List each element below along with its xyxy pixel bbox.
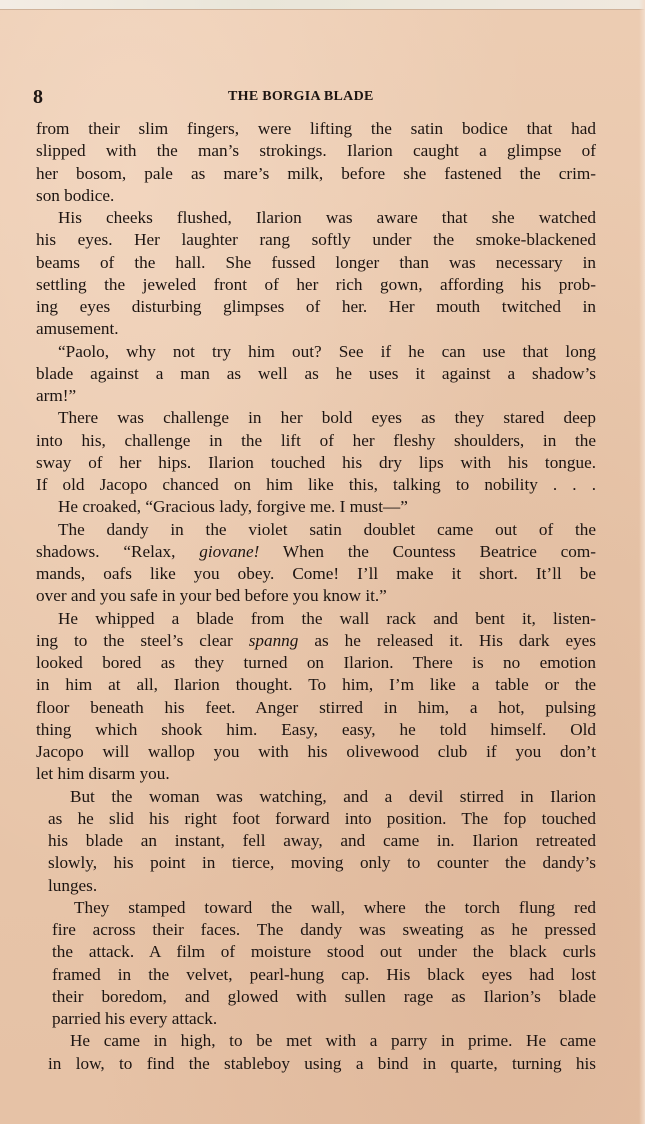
paragraph-first-line: He croaked, “Gracious lady, forgive me. I must—”: [58, 497, 408, 517]
paragraph-first-line: “Paolo, why not try him out? See if he can use that long: [58, 341, 596, 361]
text-line: blade against a man as well as he uses it against a shadow’s: [36, 363, 596, 383]
running-title: THE BORGIA BLADE: [228, 89, 374, 104]
text-line: into his, challenge in the lift of her fleshy shoulders, in the: [36, 430, 596, 450]
text-line: slowly, his point in tierce, moving only to counter the dandy’s: [48, 853, 596, 873]
text-line: floor beneath his feet. Anger stirred in him, a hot, pulsing: [36, 697, 596, 717]
paragraph-first-line: His cheeks flushed, Ilarion was aware that she watched: [58, 208, 596, 227]
paragraph-first-line: He came in high, to be met with a parry in prime. He came: [70, 1031, 596, 1051]
text-line: in low, to find the stableboy using a bind in quarte, turning his: [48, 1053, 596, 1073]
text-line: their boredom, and glowed with sullen rage as Ilarion’s blade: [52, 986, 596, 1006]
page-header: [33, 86, 593, 112]
text-line: the attack. A film of moisture stood out under the black curls: [52, 942, 596, 962]
text-line: his eyes. Her laughter rang softly under the smoke-blackened: [36, 230, 596, 250]
text-line: settling the jeweled front of her rich gown, affording his prob-: [36, 274, 596, 294]
text-line: let him disarm you.: [36, 764, 170, 784]
text-line: thing which shook him. Easy, easy, he told himself. Old: [36, 719, 596, 739]
paragraph-first-line: He whipped a blade from the wall rack and bent it, listen-: [58, 608, 596, 628]
paragraph-first-line: They stamped toward the wall, where the torch flung red: [74, 897, 596, 917]
text-line: his blade an instant, fell away, and came in. Ilarion retreated: [48, 831, 596, 850]
text-line: over and you safe in your bed before you know it.”: [36, 586, 387, 606]
italic-word: spanng: [248, 630, 299, 650]
scan-top-edge: [0, 0, 645, 10]
text-line: mands, oafs like you obey. Come! I’ll make it short. It’ll be: [36, 564, 596, 583]
text-line: beams of the hall. She fussed longer than was necessary in: [36, 252, 596, 272]
text-segment: shadows. “Relax,: [36, 541, 176, 561]
text-line: sway of her hips. Ilarion touched his dry lips with his tongue.: [36, 452, 596, 472]
text-line: from their slim fingers, were lifting the satin bodice that had: [36, 119, 596, 138]
paragraph-first-line: But the woman was watching, and a devil stirred in Ilarion: [70, 786, 596, 806]
text-line: Jacopo will wallop you with his olivewood club if you don’t: [36, 742, 596, 761]
italic-word: giovane!: [199, 541, 260, 561]
text-line-with-italic: [36, 630, 596, 652]
text-line: If old Jacopo chanced on him like this, talking to nobility . . .: [36, 475, 596, 494]
paragraph-first-line: The dandy in the violet satin doublet came out of the: [58, 519, 596, 539]
text-segment: as he released it. His dark eyes: [298, 630, 596, 650]
paragraph-first-line: There was challenge in her bold eyes as they stared deep: [58, 408, 596, 428]
page-edge-shading: [639, 0, 645, 1124]
text-line-with-italic: [36, 541, 596, 563]
page-number: 8: [33, 86, 43, 108]
text-line: fire across their faces. The dandy was sweating as he pressed: [52, 920, 596, 939]
text-line: in him at all, Ilarion thought. To him, I’m like a table or the: [36, 675, 596, 695]
text-line: her bosom, pale as mare’s milk, before she fastened the crim-: [36, 163, 596, 183]
text-line: amusement.: [36, 319, 119, 339]
text-line: son bodice.: [36, 185, 115, 205]
text-line: looked bored as they turned on Ilarion. There is no emotion: [36, 653, 596, 672]
text-line: framed in the velvet, pearl-hung cap. His black eyes had lost: [52, 964, 596, 984]
text-line: slipped with the man’s strokings. Ilarion caught a glimpse of: [36, 141, 596, 161]
text-line: ing eyes disturbing glimpses of her. Her mouth twitched in: [36, 297, 596, 316]
text-line: as he slid his right foot forward into position. The fop touched: [48, 808, 596, 828]
text-line: parried his every attack.: [52, 1009, 218, 1028]
text-line: arm!”: [36, 386, 77, 405]
text-segment: ing to the steel’s clear: [36, 630, 233, 650]
text-segment: When the Countess Beatrice com-: [259, 541, 596, 561]
text-line: lunges.: [48, 875, 98, 895]
body-text: [36, 118, 596, 1075]
